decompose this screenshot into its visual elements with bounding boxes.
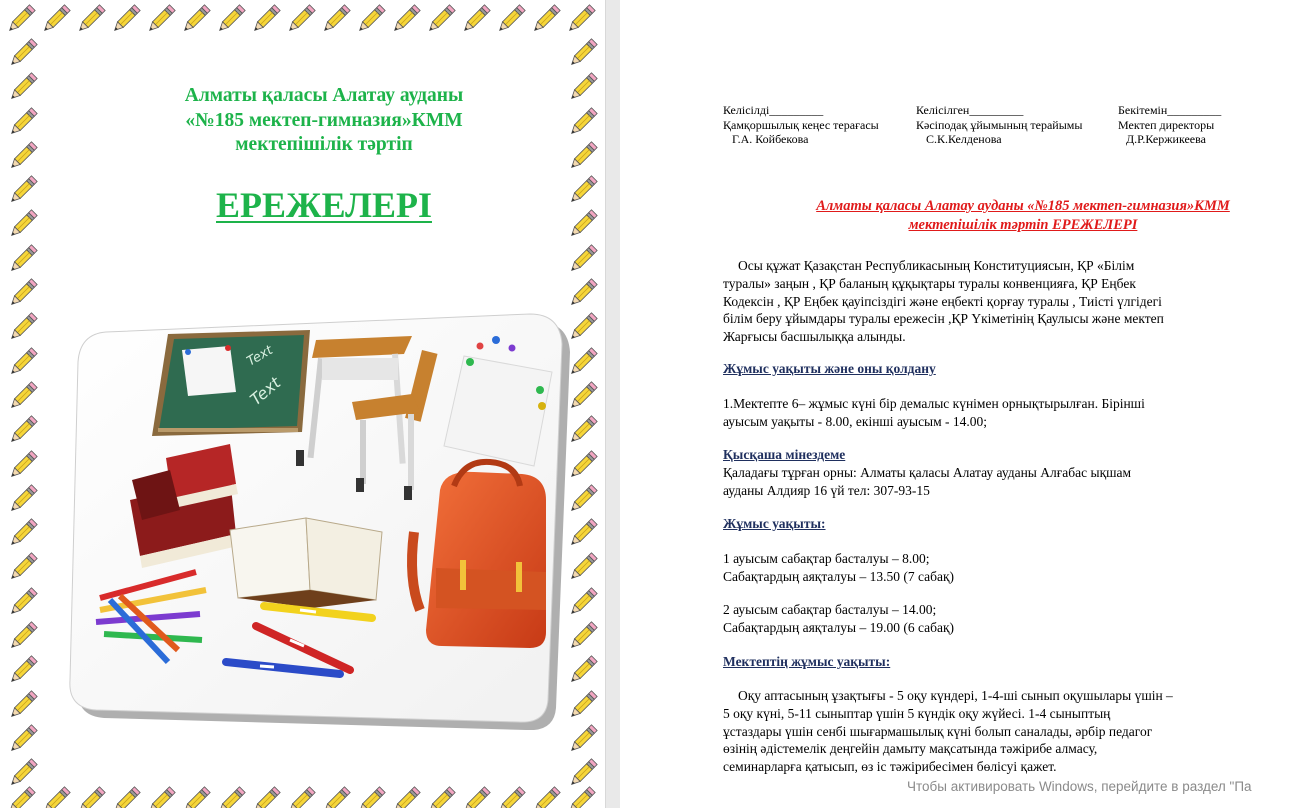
pencil-icon (214, 2, 248, 36)
text-line: Сабақтардың аяқталуы – 13.50 (7 сабақ) (723, 568, 955, 584)
section-heading: Жұмыс уақыты: (723, 516, 826, 531)
text-line: өзінің әдістемелік деңгейін дамыту мақсатында тәжірибе алмасу, (723, 741, 1098, 757)
pencil-icon (6, 139, 40, 173)
pencil-icon (6, 550, 40, 584)
pencil-icon (6, 345, 40, 379)
text-line: білім беру ұйымдары туралы ережесін ,ҚР Үкіметінің Қаулысы және мектеп (723, 311, 1164, 327)
pencil-icon (494, 784, 528, 808)
page-gap (606, 0, 620, 808)
pencil-icon (566, 619, 600, 653)
cover-title-line: мектепішілік тәртіп (235, 134, 413, 155)
pencil-icon (39, 784, 73, 808)
text-line: Жарғысы басшылыққа алынды. (723, 329, 906, 345)
approval-block (723, 103, 879, 147)
pencil-icon (144, 784, 178, 808)
open-book (230, 518, 382, 608)
text-line: 2 ауысым сабақтар басталуы – 14.00; (723, 602, 937, 617)
pencil-icon (566, 310, 600, 344)
pencil-icon (566, 276, 600, 310)
section-paragraph (723, 464, 1233, 500)
pencil-icon (566, 585, 600, 619)
pencil-icon (566, 413, 600, 447)
pencil-icon (249, 2, 283, 36)
pencil-icon (6, 70, 40, 104)
pencil-icon (6, 688, 40, 722)
pencil-icon (6, 585, 40, 619)
pencil-border-top (4, 2, 599, 36)
pencil-icon (109, 2, 143, 36)
pencil-icon (6, 448, 40, 482)
pencil-icon (566, 653, 600, 687)
text-line: Осы құжат Қазақстан Республикасының Конституциясын, ҚР «Білім (738, 258, 1135, 273)
section-paragraph (723, 395, 1233, 431)
pencil-icon (6, 619, 40, 653)
approval-block (1118, 103, 1221, 147)
school-supplies-illustration (60, 310, 570, 730)
pencil-icon (6, 242, 40, 276)
pencil-icon (566, 36, 600, 70)
section-heading: Жұмыс уақыты және оны қолдану (723, 361, 936, 376)
pencil-icon (566, 516, 600, 550)
pencil-icon (494, 2, 528, 36)
chalkboard-text: Text (246, 373, 285, 410)
approval-role: Мектеп директоры (1118, 117, 1215, 132)
pencil-icon (179, 784, 213, 808)
pencil-border-left (6, 36, 40, 791)
section-paragraph (723, 687, 1243, 776)
approval-name: Д.Р.Кержикеева (1126, 132, 1206, 146)
cover-title-line: «№185 мектеп-гимназия»КММ (185, 109, 463, 131)
cover-heading (60, 180, 588, 230)
section-paragraph (723, 601, 1233, 637)
pencil-icon (6, 276, 40, 310)
pencil-icon (564, 784, 598, 808)
pencil-icon (74, 784, 108, 808)
pencil-icon (389, 784, 423, 808)
pencil-icon (566, 482, 600, 516)
text-line: ауданы Алдияр 16 үй тел: 307-93-15 (723, 482, 930, 498)
cover-page (0, 0, 606, 808)
pencil-icon (566, 345, 600, 379)
pencil-icon (6, 516, 40, 550)
pencil-icon (354, 2, 388, 36)
pencil-icon (566, 722, 600, 756)
text-line: ұстаздары үшін сенбі шығармашылық күні болып саналады, әрбір педагог (723, 723, 1153, 739)
pencil-icon (6, 207, 40, 241)
text-line: 5 оқу күні, 5-11 сыныптар үшін 5 күндік оқу жүйесі. 1-4 сыныптың (723, 705, 1111, 721)
section-paragraph (723, 550, 1233, 586)
pencil-icon (319, 2, 353, 36)
approval-role: Қамқоршылық кеңес терағасы (723, 117, 879, 132)
pencil-icon (566, 688, 600, 722)
pencil-icon (564, 2, 598, 36)
text-line: 1.Мектепте 6– жұмыс күні бір демалыс күнімен орнықтырылған. Бірінші (723, 396, 1145, 411)
pencil-icon (424, 2, 458, 36)
document-title-line: мектепішілік тәртіп ЕРЕЖЕЛЕРІ (908, 217, 1138, 233)
text-line: ауысым уақыты - 8.00, екінші ауысым - 14.00; (723, 413, 988, 429)
pencil-icon (566, 550, 600, 584)
chalkboard-text: Text (244, 342, 276, 370)
text-line: Сабақтардың аяқталуы – 19.00 (6 сабақ) (723, 619, 955, 635)
pencil-border-bottom (4, 784, 599, 808)
cover-title-line: Алматы қаласы Алатау ауданы (184, 85, 464, 106)
approval-role: Кәсіподақ ұйымының терайымы (916, 117, 1083, 132)
pencil-icon (179, 2, 213, 36)
pencil-icon (284, 784, 318, 808)
text-line: 1 ауысым сабақтар басталуы – 8.00; (723, 551, 930, 566)
pencil-icon (4, 784, 38, 808)
pencil-icon (354, 784, 388, 808)
document-title-line: Алматы қаласы Алатау ауданы «№185 мектеп-гимназия»КММ (816, 198, 1230, 214)
approval-line: Бекітемін_________ (1118, 103, 1222, 117)
pencil-icon (6, 310, 40, 344)
pencil-icon (529, 784, 563, 808)
pencil-icon (424, 784, 458, 808)
pencil-icon (6, 173, 40, 207)
pencil-icon (459, 784, 493, 808)
pencil-icon (144, 2, 178, 36)
pencil-icon (74, 2, 108, 36)
cover-title (60, 84, 588, 158)
pencil-icon (109, 784, 143, 808)
pencil-icon (284, 2, 318, 36)
approval-line: Келісілген_________ (916, 103, 1024, 117)
pencil-icon (214, 784, 248, 808)
pencil-icon (6, 482, 40, 516)
text-line: семинарларға қатысып, өз іс тәжірибесімен бөлісуі қажет. (723, 759, 1057, 775)
pencil-icon (6, 36, 40, 70)
section-heading: Мектептің жұмыс уақыты: (723, 654, 891, 669)
intro-paragraph (723, 257, 1233, 346)
pencil-icon (6, 653, 40, 687)
pencil-icon (566, 242, 600, 276)
pencil-icon (249, 784, 283, 808)
approval-name: С.К.Келденова (926, 132, 1002, 146)
cover-heading-text: ЕРЕЖЕЛЕРІ (216, 185, 432, 225)
text-line: Қаладағы тұрған орны: Алматы қаласы Алатау ауданы Алғабас ықшам (723, 465, 1132, 480)
pencil-icon (529, 2, 563, 36)
pencil-icon (6, 722, 40, 756)
document-title (723, 197, 1290, 235)
activation-watermark: Чтобы активировать Windows, перейдите в раздел "Па (907, 779, 1252, 794)
pencil-icon (39, 2, 73, 36)
text-line: Кодексін , ҚР Еңбек қауіпсіздігі және еңбекті қорғау туралы , Тиісті үлгідегі (723, 293, 1162, 309)
pencil-icon (566, 448, 600, 482)
document-page (620, 0, 1290, 808)
pencil-icon (389, 2, 423, 36)
pencil-icon (319, 784, 353, 808)
text-line: туралы» заңын , ҚР баланың құқықтары туралы конвенцияға, ҚР Еңбек (723, 275, 1136, 291)
pencil-icon (459, 2, 493, 36)
chalkboard (152, 330, 310, 436)
approval-block (916, 103, 1082, 147)
pencil-icon (566, 379, 600, 413)
approval-name: Г.А. Койбекова (732, 132, 809, 146)
pencil-icon (4, 2, 38, 36)
pencil-icon (6, 379, 40, 413)
text-line: Оқу аптасының ұзақтығы - 5 оқу күндері, 1-4-ші сынып оқушылары үшін – (738, 688, 1173, 703)
pencil-icon (6, 413, 40, 447)
pencil-icon (6, 105, 40, 139)
approval-line: Келісілді_________ (723, 103, 824, 117)
section-heading: Қысқаша мінездеме (723, 447, 846, 462)
